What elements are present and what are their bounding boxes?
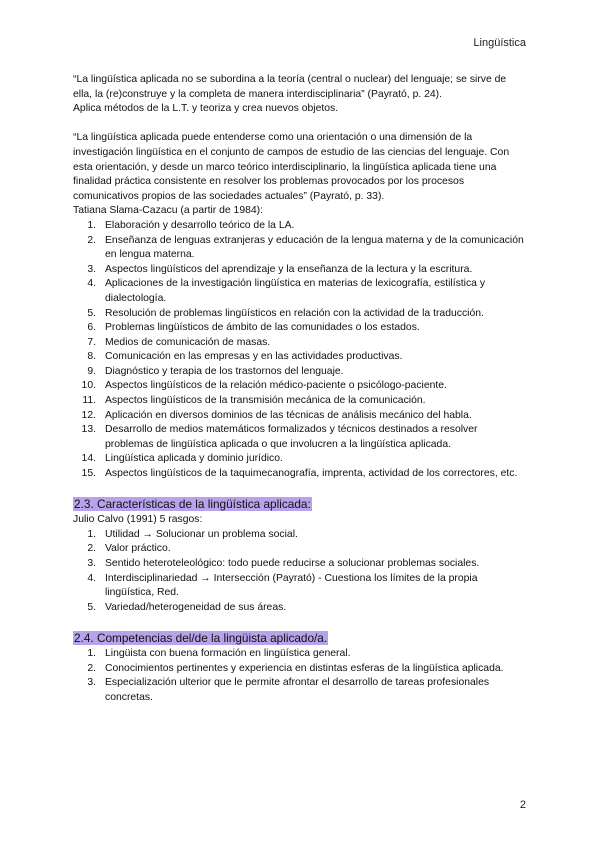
- list-item: [73, 542, 528, 557]
- list-item-text: Diagnóstico y terapia de los trastornos del lenguaje.: [105, 365, 344, 377]
- section-heading-text: 2.4. Competencias del/de la lingüista aplicado/a.: [74, 630, 328, 645]
- list-item: [73, 336, 528, 351]
- list-item-text: Aspectos lingüísticos de la taquimecanografía, imprenta, actividad de los correctores, etc.: [105, 468, 518, 480]
- page-header-title: Lingüística: [473, 37, 526, 49]
- list-item-number: 6.: [87, 322, 96, 334]
- list-item: [73, 219, 528, 234]
- slama-list: [73, 219, 528, 482]
- list-item-text: Comunicación en las empresas y en las actividades productivas.: [105, 351, 403, 363]
- list-item-number: 4.: [87, 572, 96, 584]
- list-item: [73, 307, 528, 322]
- list-item: [73, 557, 528, 572]
- list-item-text: Variedad/heterogeneidad de sus áreas.: [105, 601, 287, 613]
- list-item: [73, 647, 528, 662]
- list-item: [73, 572, 528, 601]
- list-item-number: 12.: [81, 409, 96, 421]
- list-item-number: 1.: [87, 528, 96, 540]
- list-item: [73, 234, 528, 263]
- list-item-number: 2.: [87, 662, 96, 674]
- calvo-list: [73, 528, 528, 616]
- calvo-intro: Julio Calvo (1991) 5 rasgos:: [73, 514, 203, 526]
- spacer: [73, 117, 528, 132]
- list-item-number: 3.: [87, 558, 96, 569]
- list-item-text: Aplicaciones de la investigación lingüística en materias de lexicografía, estilística y dialectología.: [105, 278, 486, 304]
- spacer: [73, 482, 528, 497]
- list-item: [73, 394, 528, 409]
- list-item-number: 4.: [87, 278, 96, 290]
- list-item-text: Aplicación en diversos dominios de las técnicas de análisis mecánico del habla.: [105, 409, 472, 421]
- list-item-number: 3.: [87, 677, 96, 689]
- list-item-number: 8.: [87, 351, 96, 363]
- list-item-number: 7.: [87, 336, 96, 348]
- list-item: [73, 263, 528, 278]
- section-heading-2-4: [73, 630, 528, 647]
- list-item-text: Especialización ulterior que le permite afrontar el desarrollo de tareas profesionales concretas.: [105, 677, 490, 703]
- list-item-text: Interdisciplinariedad → Intersección (Payrató) - Cuestiona los límites de la propia lingüística, Red.: [105, 572, 478, 599]
- list-item-text: Lingüística aplicada y dominio jurídico.: [105, 453, 283, 465]
- list-item-text: Problemas lingüísticos de ámbito de las comunidades o los estados.: [105, 322, 420, 334]
- quote-note: Aplica métodos de la L.T. y teoriza y crea nuevos objetos.: [73, 103, 339, 115]
- list-item: [73, 277, 528, 306]
- list-item: [73, 676, 528, 705]
- list-item-number: 5.: [87, 601, 96, 613]
- list-item: [73, 409, 528, 424]
- list-item: [73, 662, 528, 677]
- list-item: [73, 528, 528, 543]
- list-item-number: 1.: [87, 647, 96, 659]
- list-item-number: 13.: [81, 424, 96, 436]
- list-item-number: 9.: [87, 365, 96, 377]
- list-item-number: 11.: [82, 395, 96, 407]
- section-heading-2-3: [73, 496, 528, 513]
- list-item: [73, 467, 528, 482]
- list-item-number: 3.: [87, 263, 96, 275]
- list-item-text: Enseñanza de lenguas extranjeras y educación de la lengua materna y de la comunicación en lengua materna.: [105, 234, 524, 261]
- page-number: 2: [519, 799, 526, 811]
- list-item: [73, 601, 528, 616]
- list-item-text: Aspectos lingüísticos de la relación médico-paciente o psicólogo-paciente.: [105, 380, 447, 392]
- list-item-number: 1.: [87, 219, 96, 231]
- list-item-text: Utilidad → Solucionar un problema social.: [105, 528, 298, 540]
- slama-intro: Tatiana Slama-Cazacu (a partir de 1984):: [73, 205, 264, 217]
- list-item: [73, 379, 528, 394]
- list-item-number: 14.: [81, 453, 96, 465]
- list-item: [73, 321, 528, 336]
- list-item-text: Elaboración y desarrollo teórico de la LA.: [105, 219, 295, 231]
- list-item-text: Valor práctico.: [105, 543, 171, 555]
- list-item: [73, 423, 528, 452]
- quote-payrato-24: “La lingüística aplicada no se subordina a la teoría (central o nuclear) del lenguaje; se sirve de ella, la (re)construye y la completa de manera interdisciplinaria” (Payrató, p. 24).: [73, 74, 507, 100]
- list-item: [73, 452, 528, 467]
- spacer: [73, 615, 528, 630]
- list-item-text: Lingüista con buena formación en lingüística general.: [105, 647, 351, 659]
- quote-payrato-33: “La lingüística aplicada puede entenderse como una orientación o una dimensión de la investigación lingüística en el conjunto de campos de estudio de las ciencias del lenguaje. Con esta orientación, y desde un marco teórico interdisciplinario, la lingüística aplicada tiene una finalidad práctica consistente en resolver los problemas provocados por los procesos comunicativos propios de las sociedades actuales” (Payrató, p. 33).: [73, 132, 510, 202]
- document-body: [73, 73, 528, 705]
- list-item-number: 15.: [81, 468, 96, 480]
- list-item: [73, 350, 528, 365]
- list-item: [73, 365, 528, 380]
- list-item-number: 2.: [87, 234, 96, 246]
- list-item-number: 5.: [87, 307, 96, 319]
- list-item-text: Aspectos lingüísticos de la transmisión mecánica de la comunicación.: [105, 395, 426, 407]
- section-heading-text: 2.3. Características de la lingüística aplicada:: [74, 497, 311, 512]
- competencias-list: [73, 647, 528, 705]
- list-item-number: 2.: [87, 543, 96, 555]
- list-item-text: Resolución de problemas lingüísticos en relación con la actividad de la traducción.: [105, 307, 484, 319]
- list-item-text: Sentido heteroteleológico: todo puede reducirse a solucionar problemas sociales.: [105, 558, 480, 569]
- list-item-text: Desarrollo de medios matemáticos formalizados y técnicos destinados a resolver problemas de lingüística aplicada o que involucren a la lingüística aplicada.: [105, 424, 478, 450]
- list-item-number: 10.: [81, 380, 96, 392]
- list-item-text: Medios de comunicación de masas.: [105, 336, 271, 348]
- list-item-text: Conocimientos pertinentes y experiencia en distintas esferas de la lingüística aplicada.: [105, 662, 504, 674]
- list-item-text: Aspectos lingüísticos del aprendizaje y la enseñanza de la lectura y la escritura.: [105, 263, 473, 275]
